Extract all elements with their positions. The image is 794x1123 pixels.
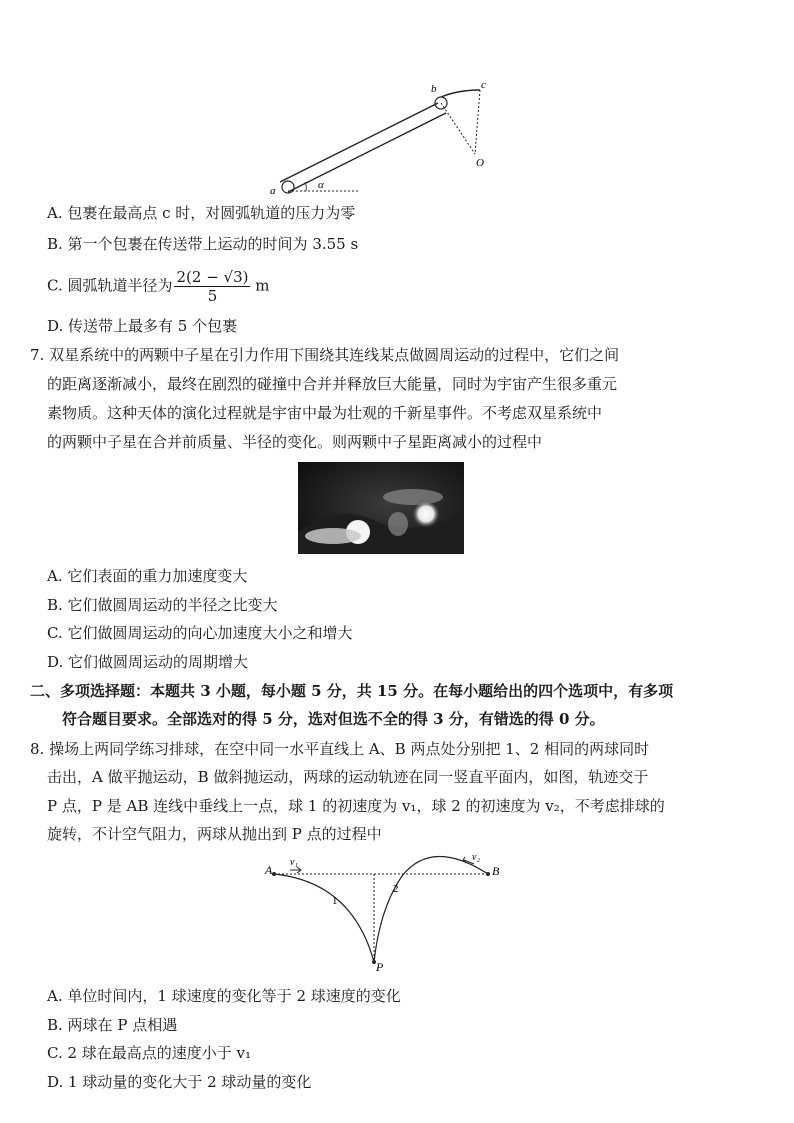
q7-option-d: D. 它们做圆周运动的周期增大 [47, 653, 249, 671]
section2-heading-line-1: 二、多项选择题：本题共 3 小题，每小题 5 分，共 15 分。在每小题给出的四个选项中，有多项 [30, 682, 674, 700]
q7-option-c: C. 它们做圆周运动的向心加速度大小之和增大 [47, 624, 353, 642]
q6-option-b: B. 第一个包裹在传送带上运动的时间为 3.55 s [47, 235, 359, 253]
label-ball-2: 2 [393, 883, 399, 895]
q7-option-a: A. 它们表面的重力加速度变大 [47, 567, 248, 585]
q8-stem-line-3: P 点，P 是 AB 连线中垂线上一点，球 1 的初速度为 v₁，球 2 的初速度为 v₂，不考虑排球的 [47, 797, 665, 815]
trajectory-figure [262, 848, 512, 972]
label-v2: v₂ [472, 852, 480, 863]
fraction-numerator: 2(2 − √3) [176, 268, 249, 286]
q6-option-c-fraction [174, 268, 250, 305]
neutron-star-photo [298, 462, 464, 554]
q8-stem-line-2: 击出，A 做平抛运动，B 做斜抛运动，两球的运动轨迹在同一竖直平面内，如图，轨迹交于 [47, 768, 649, 786]
q7-stem-line-2: 的距离逐渐减小，最终在剧烈的碰撞中合并并释放巨大能量，同时为宇宙产生很多重元 [47, 375, 618, 393]
q7-stem-line-1: 7. 双星系统中的两颗中子星在引力作用下围绕其连线某点做圆周运动的过程中，它们之间 [30, 346, 620, 364]
q8-option-d: D. 1 球动量的变化大于 2 球动量的变化 [47, 1073, 312, 1091]
label-a: a [270, 185, 276, 196]
label-alpha: α [318, 179, 324, 191]
label-point-b: B [492, 864, 500, 878]
q7-option-b: B. 它们做圆周运动的半径之比变大 [47, 596, 278, 614]
q6-option-c [47, 268, 270, 305]
q7-stem-line-4: 的两颗中子星在合并前质量、半径的变化。则两颗中子星距离减小的过程中 [47, 433, 543, 451]
label-b: b [431, 83, 437, 95]
q8-option-b: B. 两球在 P 点相遇 [47, 1016, 178, 1034]
q6-option-c-unit: m [255, 276, 270, 295]
q8-stem-line-4: 旋转，不计空气阻力，两球从抛出到 P 点的过程中 [47, 825, 382, 843]
label-v1: v₁ [290, 857, 298, 868]
q8-stem-line-1: 8. 操场上两同学练习排球，在空中同一水平直线上 A、B 两点处分别把 1、2 相同的两球同时 [30, 740, 650, 758]
label-c: c [481, 79, 486, 91]
label-o: O [476, 157, 484, 169]
q7-stem-line-3: 素物质。这种天体的演化过程就是宇宙中最为壮观的千新星事件。不考虑双星系统中 [47, 404, 603, 422]
section2-heading-line-2: 符合题目要求。全部选对的得 5 分，选对但选不全的得 3 分，有错选的得 0 分。 [62, 710, 605, 728]
q6-option-d: D. 传送带上最多有 5 个包裹 [47, 317, 238, 335]
q8-option-a: A. 单位时间内，1 球速度的变化等于 2 球速度的变化 [47, 987, 401, 1005]
fraction-denominator: 5 [207, 287, 218, 305]
q6-option-a: A. 包裹在最高点 c 时，对圆弧轨道的压力为零 [47, 204, 356, 222]
label-point-p: P [376, 960, 384, 972]
label-point-a: A [265, 863, 273, 877]
q8-option-c: C. 2 球在最高点的速度小于 v₁ [47, 1044, 252, 1062]
conveyor-arc-figure [268, 78, 498, 196]
q6-option-c-prefix: C. 圆弧轨道半径为 [47, 276, 173, 295]
label-ball-1: 1 [332, 895, 338, 907]
